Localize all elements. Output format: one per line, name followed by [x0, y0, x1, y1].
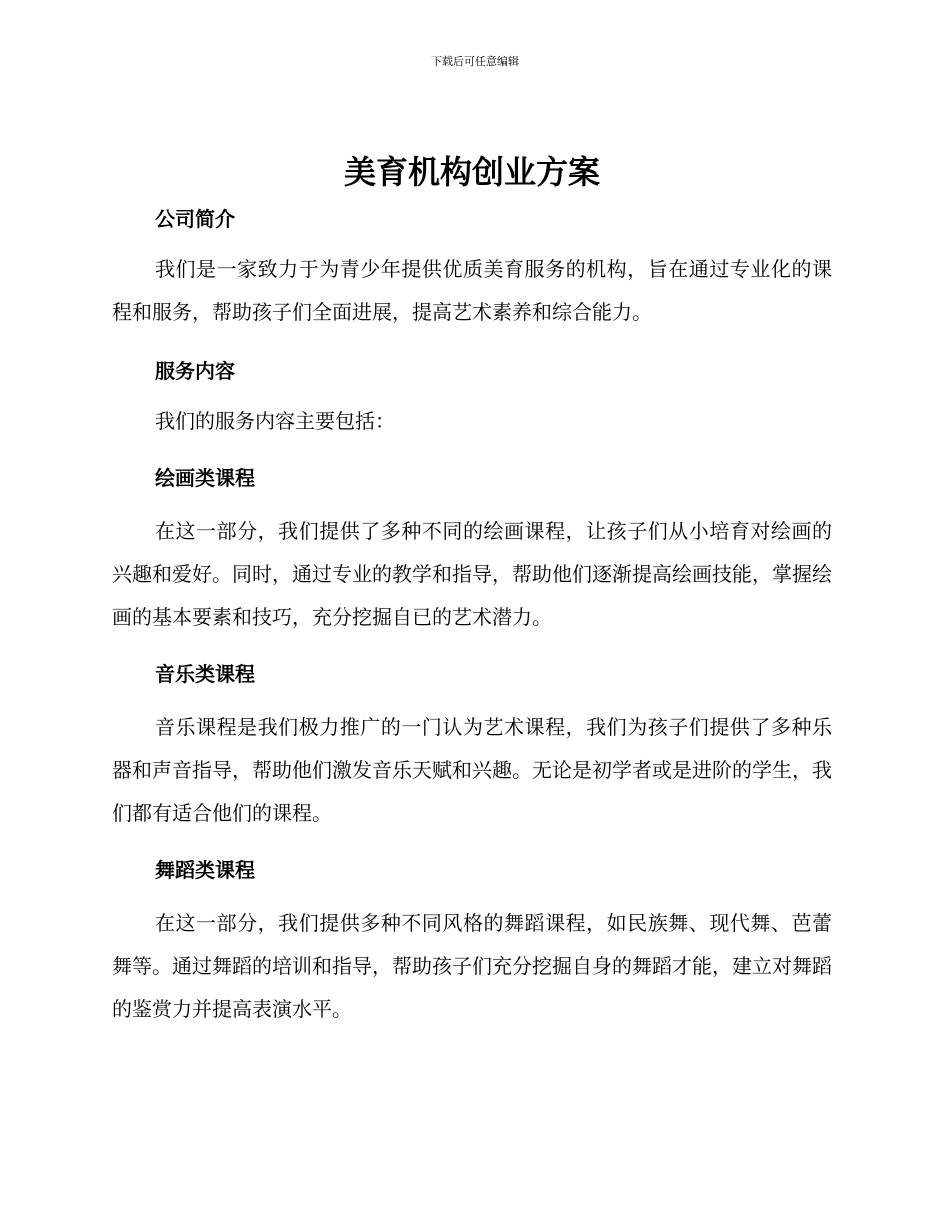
document-body	[112, 148, 832, 1031]
section-heading-dance-courses: 舞蹈类课程	[155, 858, 255, 882]
document-title: 美育机构创业方案	[343, 153, 600, 191]
section-heading-painting-courses: 绘画类课程	[155, 466, 255, 490]
header-note: 下载后可任意编辑	[431, 55, 519, 68]
section-heading-services: 服务内容	[155, 359, 235, 383]
section-heading-music-courses: 音乐类课程	[155, 662, 255, 686]
section-paragraph-dance-courses: 在这一部分，我们提供多种不同风格的舞蹈课程，如民族舞、现代舞、芭蕾舞等。通过舞蹈的培训和指导，帮助孩子们充分挖掘自身的舞蹈才能，建立对舞蹈的鉴赏力并提高表演水平。	[112, 911, 832, 1021]
section-paragraph-company-intro: 我们是一家致力于为青少年提供优质美育服务的机构，旨在通过专业化的课程和服务，帮助孩子们全面进展，提高艺术素养和综合能力。	[112, 257, 832, 324]
section-heading-company-intro: 公司简介	[155, 207, 235, 231]
section-paragraph-music-courses: 音乐课程是我们极力推广的一门认为艺术课程，我们为孩子们提供了多种乐器和声音指导，帮助他们激发音乐天赋和兴趣。无论是初学者或是进阶的学生，我们都有适合他们的课程。	[112, 715, 832, 825]
section-paragraph-services: 我们的服务内容主要包括：	[155, 409, 395, 433]
section-paragraph-painting-courses: 在这一部分，我们提供了多种不同的绘画课程，让孩子们从小培育对绘画的兴趣和爱好。同时，通过专业的教学和指导，帮助他们逐渐提高绘画技能，掌握绘画的基本要素和技巧，充分挖掘自已的艺术潜力。	[112, 519, 832, 629]
